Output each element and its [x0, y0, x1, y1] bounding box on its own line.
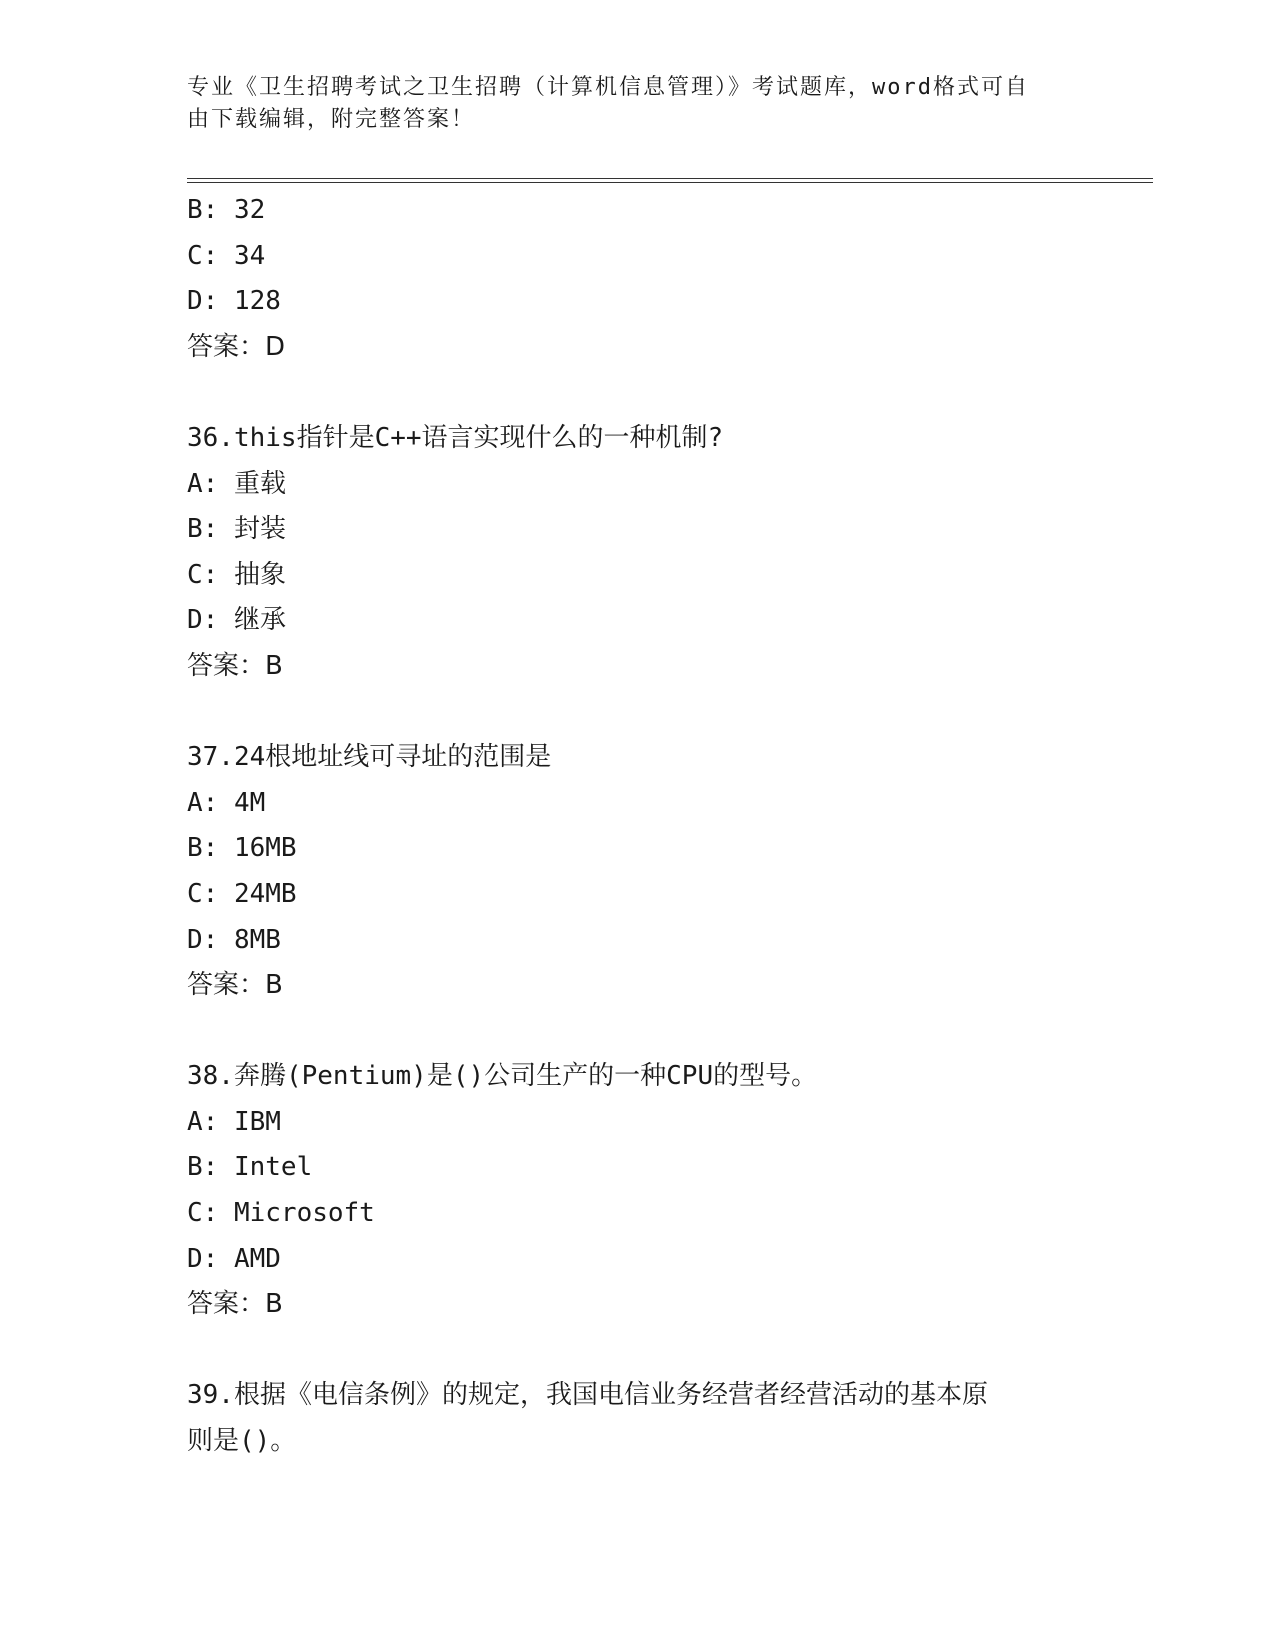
question-stem-line-2: 则是()。 [187, 1426, 297, 1457]
option-d: D: 128 [187, 286, 281, 317]
header-line-2: 由下载编辑，附完整答案！ [187, 107, 476, 132]
question-stem: 37.24根地址线可寻址的范围是 [187, 742, 552, 773]
question-37 [187, 735, 1087, 1009]
option-d: D: 继承 [187, 605, 286, 636]
spacer [187, 690, 1087, 736]
option-b: B: 16MB [187, 833, 297, 864]
option-a: A: IBM [187, 1106, 281, 1137]
question-stem: 36.this指针是C++语言实现什么的一种机制? [187, 422, 724, 453]
option-d: D: 8MB [187, 924, 281, 955]
question-stem: 38.奔腾(Pentium)是()公司生产的一种CPU的型号。 [187, 1061, 818, 1092]
option-c: C: 24MB [187, 878, 297, 909]
answer-line: 答案：B [187, 970, 283, 1001]
question-stem-line-1: 39.根据《电信条例》的规定，我国电信业务经营者经营活动的基本原 [187, 1380, 988, 1411]
option-a: A: 重载 [187, 468, 286, 499]
option-c: C: 34 [187, 240, 266, 271]
option-c: C: Microsoft [187, 1198, 375, 1229]
answer-line: 答案：B [187, 1289, 283, 1320]
option-b: B: Intel [187, 1152, 313, 1183]
document-header [187, 72, 1067, 136]
option-b: B: 封装 [187, 514, 286, 545]
question-38 [187, 1054, 1087, 1328]
option-d: D: AMD [187, 1243, 281, 1274]
question-36 [187, 416, 1087, 690]
spacer [187, 370, 1087, 416]
option-c: C: 抽象 [187, 559, 286, 590]
header-line-1: 专业《卫生招聘考试之卫生招聘（计算机信息管理）》考试题库，word格式可自 [187, 75, 1029, 100]
header-divider [187, 178, 1153, 183]
answer-line: 答案：B [187, 650, 283, 681]
spacer [187, 1328, 1087, 1374]
option-a: A: 4M [187, 787, 266, 818]
question-list [187, 188, 1087, 1465]
answer-line: 答案：D [187, 331, 286, 362]
question-39 [187, 1373, 1087, 1464]
spacer [187, 1009, 1087, 1055]
question-partial [187, 188, 1087, 370]
option-b: B: 32 [187, 195, 266, 225]
